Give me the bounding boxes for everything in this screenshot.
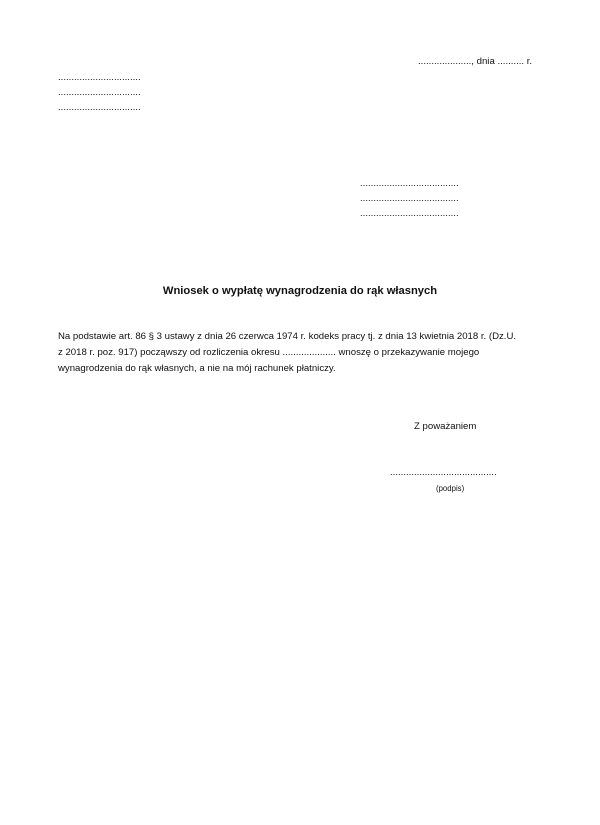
body-line-3: wynagrodzenia do rąk własnych, a nie na mój rachunek płatniczy. <box>58 363 336 374</box>
recipient-line-2: ..................................... <box>360 193 459 204</box>
recipient-line-1: ..................................... <box>360 178 459 189</box>
sender-line-2: ............................... <box>58 87 141 98</box>
body-line-2: z 2018 r. poz. 917) począwszy od rozliczenia okresu .................... wnoszę o przekazywanie mojego <box>58 347 480 358</box>
signature-line: ........................................ <box>390 467 497 478</box>
sender-line-3: ............................... <box>58 102 141 113</box>
closing-greeting: Z poważaniem <box>414 421 477 432</box>
document-title: Wniosek o wypłatę wynagrodzenia do rąk własnych <box>162 285 438 297</box>
place-and-date-field: ...................., dnia .......... r. <box>418 56 533 67</box>
signature-caption: (podpis) <box>436 484 465 493</box>
body-line-1: Na podstawie art. 86 § 3 ustawy z dnia 26 czerwca 1974 r. kodeks pracy tj. z dnia 13 kwietnia 2018 r. (Dz.U. <box>58 331 517 342</box>
document-body <box>58 329 546 377</box>
sender-line-1: ............................... <box>58 72 141 83</box>
recipient-line-3: ..................................... <box>360 208 459 219</box>
